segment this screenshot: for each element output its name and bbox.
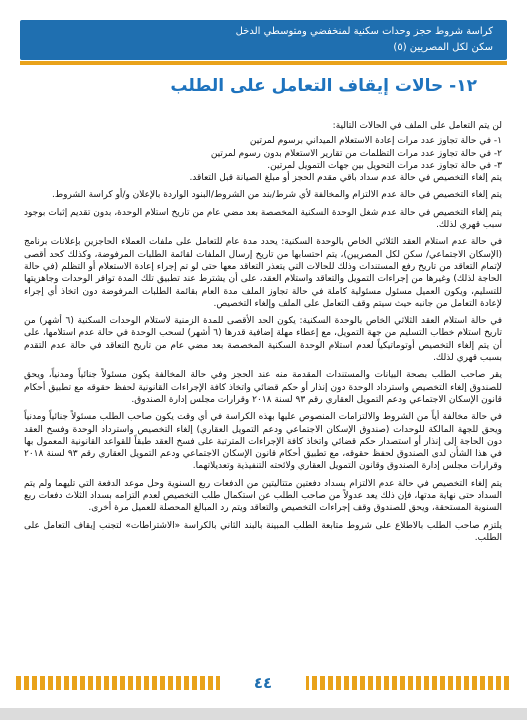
bullet-item: في حالة استلام العقد الثلاثي الخاص بالوحدة السكنية: يكون الحد الأقصى للمدة الزمنية لاستلام الوحدات السكنية (٦ أشهر) من تاريخ استلام خطاب التسليم من جهة التمويل، مع إعطاء مهلة إضافية قدرها (٦ أشهر) لسحب الوحدة في حالة عدم استلامها، على أن يتم إلغاء التخصيص أوتوماتيكياً لعدم استلام الوحدة السكنية المخصصة بعد مضي عام من تاريخ التعاقد في حالة عدم التقدم بسبب قهري لذلك. — [24, 316, 503, 364]
section-body — [24, 120, 502, 549]
section-title: ١٢- حالات إيقاف التعامل على الطلب — [170, 76, 477, 96]
bullet-item: يتم إلغاء التخصيص في حالة عدم شغل الوحدة السكنية المخصصة بعد مضي عام من تاريخ استلام الوحدة، بدون تقديم إثبات بوجود سبب قهري لذلك. — [24, 207, 502, 231]
bullet-item: يتم إلغاء التخصيص في حالة عدم الالتزام بسداد دفعتين متتاليتين من الدفعات ربع السنوية وحل موعد الدفعة التي تليهما ولم يتم السداد حتى نهاية مدتها، فإن ذلك يعد عدولاً من صاحب الطلب عن استكمال طلب التخصيص لعدم التزامه بسداد الثلاث دفعات ربع السنوية المستحقة، ويحق للصندوق وقف إجراءات التخصيص والتعاقد ويتم رد المبالغ المحصلة للعميل مرة أخرى. — [24, 478, 502, 514]
list-item: ٢- في حالة تجاوز عدد مرات التظلمات من تقارير الاستعلام بدون رسوم لمرتين — [210, 148, 502, 159]
header-title: كراسة شروط حجز وحدات سكنية لمنخفضي ومتوسطي الدخل — [235, 26, 493, 37]
bullet-item: يتم إلغاء التخصيص في حالة عدم سداد باقي مقدم الحجز أو مبلغ الصيانة قبل التعاقد. — [189, 173, 502, 184]
header-banner — [20, 20, 507, 60]
intro-text: لن يتم التعامل على الملف في الحالات التالية: — [332, 121, 502, 131]
bullet-item: يقر صاحب الطلب بصحة البيانات والمستندات المقدمة منه عند الحجز وفي حالة المخالفة يكون مسئولاً جنائياً ومدنياً، ويحق للصندوق إلغاء التخصيص واسترداد الوحدة دون إنذار أو حكم قضائي واتخاذ كافة الإجراءات القانونية لحفظ حقوقه مع تطبيق أحكام قانون الإسكان الاجتماعي ودعم التمويل العقاري رقم ٩٣ لسنة ٢٠١٨ وقرارات مجلس إدارة الصندوق. — [24, 370, 502, 405]
page-number: ٤٤ — [220, 672, 306, 694]
list-item: ٣- في حالة تجاوز عدد مرات التحويل بين جهات التمويل لمرتين. — [267, 160, 502, 171]
bullet-item: في حالة عدم استلام العقد الثلاثي الخاص بالوحدة السكنية: يحدد مدة عام للتعامل على ملفات العملاء الحاجزين بإعلانات برنامج (الإسكان الاجتماعي/ سكن لكل المصريين)، يتم احتسابها من تاريخ إرسال الملفات لقائمة الطلبات المرفوضة، وكذلك كحد أقصى لإتمام التعاقد من تاريخ رفع المستندات وذلك للحالات التي يتعذر التعاقد معها حتى لو تم إجراء إعادة الاستعلام أو التظلم (في حالة الحاجة لذلك) وغيرها من إجراءات التمويل والتعاقد واستلام العقد، على أن يشترط عند تطبيق تلك المدة توافر الوحدات وجاهزيتها للتسليم، ويكون العميل مسئول مسئولية كاملة في حالة تجاوز الملف مدة العام بقائمة الطلبات المرفوضة دون اتخاذ أي إجراء لإعادة التعامل من جانبه حيث سيتم وقف التعامل على الملف وإلغاء التخصيص. — [24, 237, 502, 309]
bullet-item: يتم إلغاء التخصيص في حالة عدم الالتزام والمخالفة لأي شرط/بند من الشروط/البنود الواردة بالإعلان و/أو كراسة الشروط. — [51, 190, 502, 201]
bullet-item: في حالة مخالفة أياً من الشروط والالتزامات المنصوص عليها بهذه الكراسة في أي وقت يكون صاحب الطلب مسئولاً جنائياً ومدنياً ويحق للجهة المالكة للوحدات (صندوق الإسكان الاجتماعي ودعم التمويل العقاري) إلغاء التخصيص واسترداد الوحدة وفسخ العقد دون الحاجة إلى إنذار أو استصدار حكم قضائي واتخاذ كافة الإجراءات المترتبة على فسخ العقد طبقاً للقواعد القانونية المعمول بها في هذا الشأن لدى الصندوق لحفظ حقوقه، مع تطبيق أحكام قانون الإسكان الاجتماعي ودعم التمويل العقاري رقم ٩٣ لسنة ٢٠١٨ وقرارات مجلس إدارة الصندوق وقانون التمويل العقاري ولائحته التنفيذية وتعديلاتهما. — [24, 412, 502, 472]
header-subtitle: سكن لكل المصريين (٥) — [393, 42, 493, 53]
bottom-strip — [0, 708, 527, 720]
list-item: ١- في حالة تجاوز عدد مرات إعادة الاستعلام الميداني برسوم لمرتين — [249, 136, 502, 147]
bullet-item: يلتزم صاحب الطلب بالاطلاع على شروط متابعة الطلب المبينة بالبند الثاني بالكراسة «الاشتراطات» لتجنب إيقاف التعامل على الطلب. — [24, 520, 502, 543]
